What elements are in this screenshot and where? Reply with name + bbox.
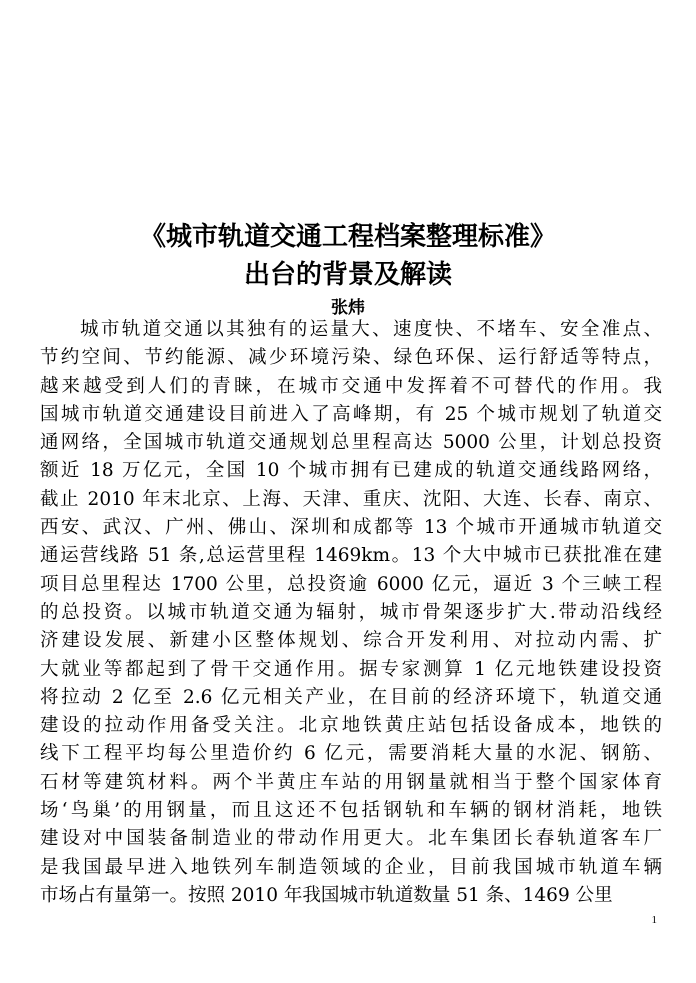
body-line: 西安、武汉、广州、佛山、深圳和成都等 13 个城市开通城市轨道交 [40,517,662,539]
body-line: 场‘鸟巢’的用钢量，而且这还不包括钢轨和车辆的钢材消耗，地铁 [40,800,662,822]
page-number: 1 [651,914,657,926]
body-line: 通运营线路 51 条,总运营里程 1469km。13 个大中城市已获批准在建 [40,545,662,567]
body-line: 城市轨道交通以其独有的运量大、速度快、不堵车、安全准点、 [80,319,662,340]
body-line: 通网络，全国城市轨道交通规划总里程高达 5000 公里，计划总投资 [40,432,662,454]
body-paragraph [40,316,662,910]
body-line: 是我国最早进入地铁列车制造领域的企业，目前我国城市轨道车辆 [40,856,662,878]
body-line: 额近 18 万亿元，全国 10 个城市拥有已建成的轨道交通线路网络， [40,460,662,482]
body-line: 越来越受到人们的青睐，在城市交通中发挥着不可替代的作用。我 [40,375,662,397]
body-line: 节约空间、节约能源、减少环境污染、绿色环保、运行舒适等特点， [40,347,662,369]
body-line: 石材等建筑材料。两个半黄庄车站的用钢量就相当于整个国家体育 [40,771,662,793]
title-line-2: 出台的背景及解读 [243,260,452,290]
body-line: 的总投资。以城市轨道交通为辐射，城市骨架逐步扩大.带动沿线经 [40,601,662,623]
body-line: 将拉动 2 亿至 2.6 亿元相关产业，在目前的经济环境下，轨道交通 [40,686,662,708]
body-line: 大就业等都起到了骨干交通作用。据专家测算 1 亿元地铁建设投资 [40,658,662,680]
author-name: 张炜 [331,298,365,318]
body-line: 济建设发展、新建小区整体规划、综合开发利用、对拉动内需、扩 [40,630,662,652]
body-line: 市场占有量第一。按照 2010 年我国城市轨道数量 51 条、1469 公里 [40,884,613,906]
body-line: 项目总里程达 1700 公里，总投资逾 6000 亿元，逼近 3 个三峡工程 [40,573,662,595]
body-line: 线下工程平均每公里造价约 6 亿元，需要消耗大量的水泥、钢筋、 [40,743,662,765]
title-line-1: 《城市轨道交通工程档案整理标准》 [139,222,556,252]
body-line: 建设对中国装备制造业的带动作用更大。北车集团长春轨道客车厂 [40,828,662,850]
body-line: 建设的拉动作用备受关注。北京地铁黄庄站包括设备成本，地铁的 [40,715,662,737]
document-title [0,218,696,294]
body-line: 截止 2010 年末北京、上海、天津、重庆、沈阳、大连、长春、南京、 [40,488,662,510]
body-line: 国城市轨道交通建设目前进入了高峰期，有 25 个城市规划了轨道交 [40,403,662,425]
